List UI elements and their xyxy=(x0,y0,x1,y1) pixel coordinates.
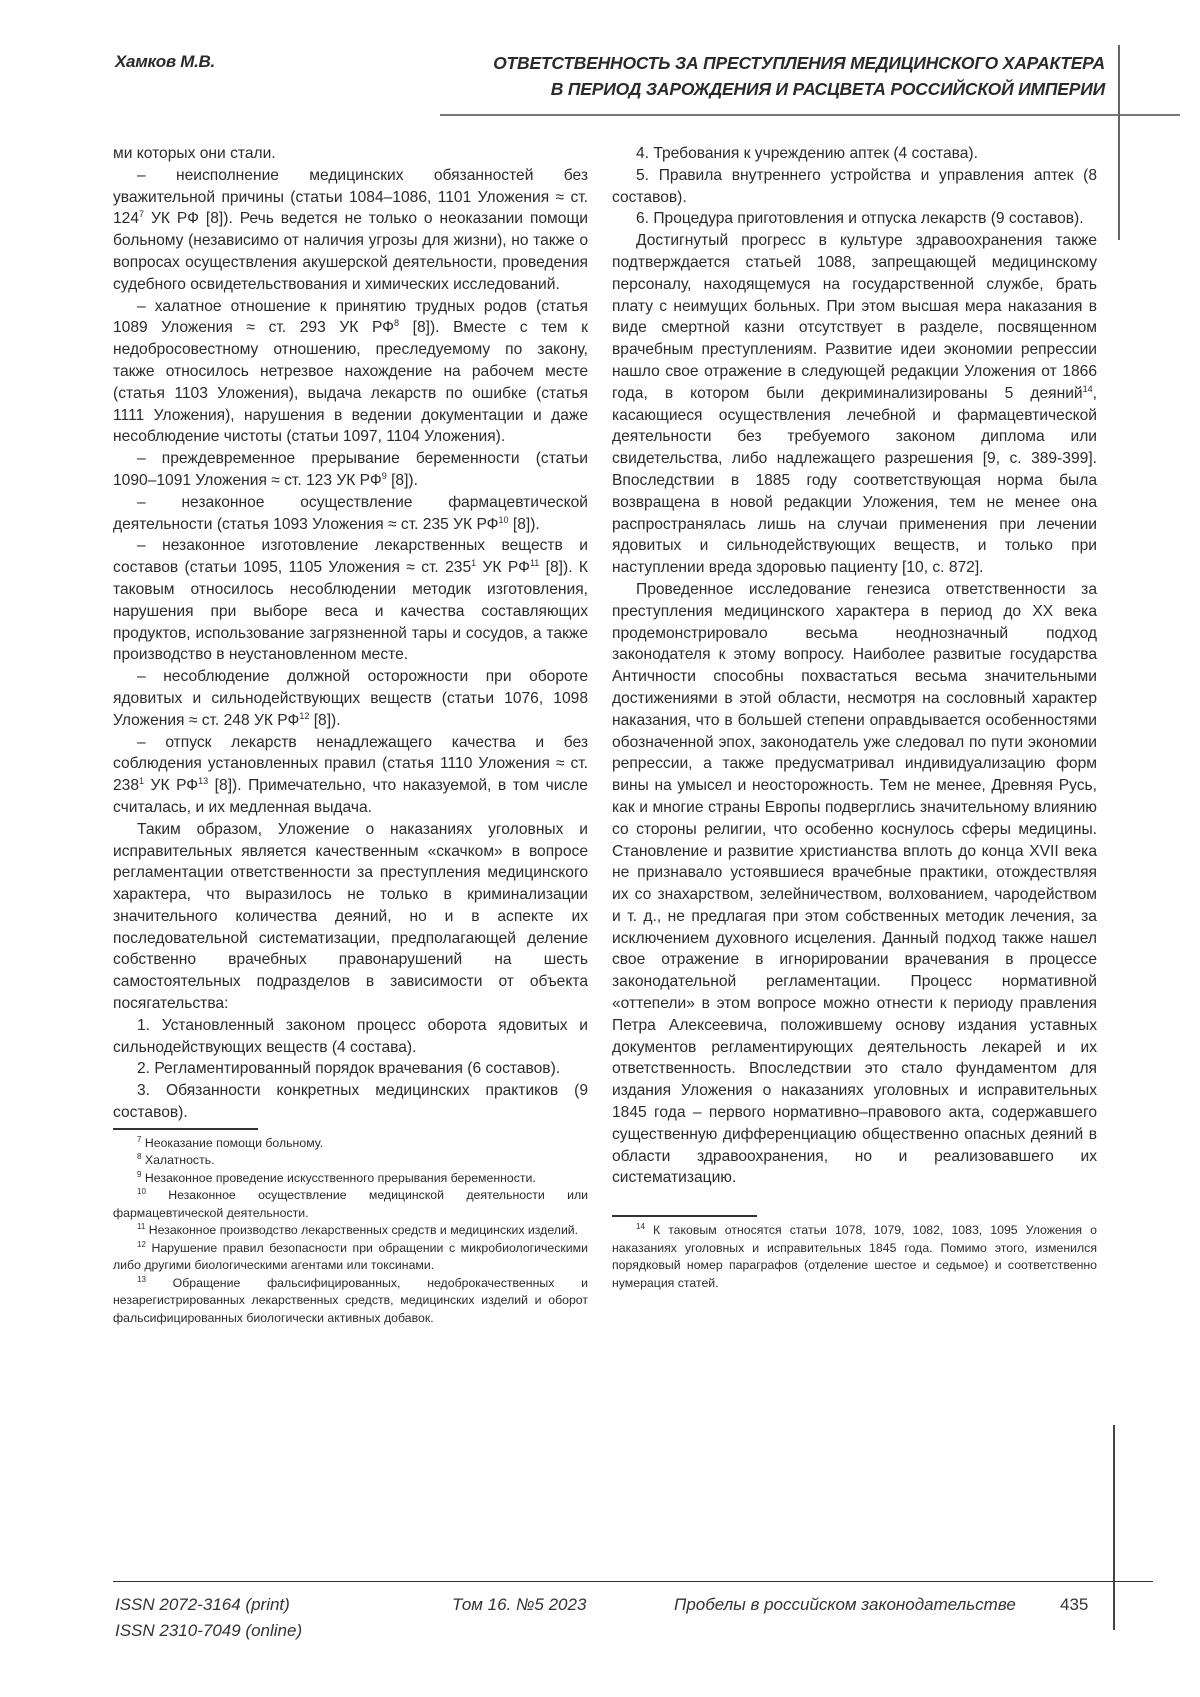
footnote-number: 14 xyxy=(636,1222,645,1232)
footnote-ref[interactable]: 14 xyxy=(1082,383,1093,394)
crop-mark-bottom xyxy=(1113,1425,1115,1630)
issn-online: ISSN 2310-7049 (online) xyxy=(115,1621,303,1640)
footnote: $^8$ Халатность. xyxy=(137,1152,215,1168)
paragraph: 5. Правила внутреннего устройства и управления аптек (8 составов). xyxy=(612,166,1097,206)
footnote: $^{14}$ К таковым относятся статьи 1078, 1079, 1082, 1083, 1095 Уложения о наказаниях уголовных и исправительных 1845 года. Помимо этого, изменился порядковый номер параграфов (отделение шестое и седьмое) и соответственно нумерация статей. xyxy=(612,1222,1097,1290)
paragraph: 4. Требования к учреждению аптек (4 состава). xyxy=(636,145,978,162)
paragraph: 3. Обязанности конкретных медицинских практиков (9 составов). xyxy=(113,1082,588,1122)
footnote-ref[interactable]: 8 xyxy=(394,318,400,329)
footnote-number: 8 xyxy=(137,1152,142,1162)
paragraph: – несоблюдение должной осторожности при обороте ядовитых и сильнодействующих веществ (статьи 1076, 1098 Уложения ≈ ст. 248 УК РФ$^{12}$ [8]). xyxy=(113,668,588,729)
crop-mark-top xyxy=(1118,45,1120,240)
footnote-ref[interactable]: 11 xyxy=(529,558,540,569)
footnote-separator xyxy=(612,1215,757,1217)
footnote: $^9$ Незаконное проведение искусственного прерывания беременности. xyxy=(137,1169,536,1185)
header-rule xyxy=(440,114,1180,116)
footnote-number: 11 xyxy=(137,1222,146,1232)
footnote: $^{12}$ Нарушение правил безопасности при обращении с микробиологическими либо другими биологическими агентами или токсинами. xyxy=(113,1239,588,1273)
running-header-author: Хамков М.В. xyxy=(115,52,215,71)
paragraph: – отпуск лекарств ненадлежащего качества и без соблюдения установленных правил (статья 1110 Уложения ≈ ст. $238^1$ УК РФ$^{13}$ [8]). Примечательно, что наказуемой, в том числе считалась, и их медленная выдача. xyxy=(113,733,588,816)
issn-print: ISSN 2072-3164 (print) xyxy=(115,1595,290,1614)
footnote-number: 10 xyxy=(137,1187,146,1197)
paragraph: 2. Регламентированный порядок врачевания (6 составов). xyxy=(137,1060,561,1078)
footnote-number: 12 xyxy=(137,1239,146,1249)
paragraph: – халатное отношение к принятию трудных родов (статья 1089 Уложения ≈ ст. 293 УК $РФ^8$ [8]). Вместе с тем к недобросовестному отношению, преследуемому по закону, также относилось нетрезвое нахождение на рабочем месте (статья 1103 Уложения), выдача лекарств по ошибке (статья 1111 Уложения), нарушения в ведении документации и даже несоблюдение чистоты (статьи 1097, 1104 Уложения). xyxy=(113,297,588,446)
footnote-ref[interactable]: 1 xyxy=(471,558,477,569)
footnote: $^7$ Неоказание помощи больному. xyxy=(137,1134,324,1150)
paragraph: 1. Установленный законом процесс оборота ядовитых и сильнодействующих веществ (4 состава). xyxy=(113,1016,588,1056)
footnote-ref[interactable]: 12 xyxy=(299,710,310,721)
footnote: $^{11}$ Незаконное производство лекарственных средств и медицинских изделий. xyxy=(137,1222,579,1238)
footer-rule xyxy=(113,1581,1153,1582)
footnote-ref[interactable]: 9 xyxy=(381,470,387,481)
footnote: $^{13}$ Обращение фальсифицированных, недоброкачественных и незарегистрированных лекарственных средств, медицинских изделий и оборот фальсифицированных биологически активных добавок. xyxy=(113,1274,588,1325)
footnote-number: 7 xyxy=(137,1134,142,1144)
right-body xyxy=(612,143,1097,1189)
right-footnotes xyxy=(612,1222,1097,1292)
footnote-ref[interactable]: 10 xyxy=(498,514,509,525)
footnote-separator xyxy=(113,1128,258,1130)
paragraph: Достигнутый прогресс в культуре здравоохранения также подтверждается статьей 1088, запрещающей медицинскому персоналу, находящемуся на государственной службе, брать плату с неимущих больных. При этом высшая мера наказания в виде смертной казни отсутствует в разделе, посвященном врачебным преступлениям. Развитие идеи экономии репрессии нашло свое отражение в следующей редакции Уложения от 1866 года, в котором были декриминализированы 5 деяний$^{14}$, касающиеся осуществления лечебной и фармацевтической деятельности без требуемого законом диплома или свидетельства, либо надлежащего разрешения [9, с. 389-399]. Впоследствии в 1885 году соответствующая норма была возвращена в новой редакции Уложения, тем не менее она распространялась лишь на случаи применения при лечении ядовитых и сильнодействующих веществ, и только при наступлении вреда здоровью пациенту [10, с. 872]. xyxy=(612,232,1097,577)
paragraph: – незаконное изготовление лекарственных веществ и составов (статьи 1095, 1105 Уложения ≈ ст. $235^1$ УК РФ$^{11}$ [8]). К таковым относилось несоблюдении методик изготовления, нарушения при выборе веса и качества составляющих продуктов, использование загрязненной тары и сосудов, а также производство в неустановленном месте. xyxy=(113,537,588,664)
footnote-number: 13 xyxy=(137,1274,146,1284)
running-header-title-line2: В ПЕРИОД ЗАРОЖДЕНИЯ И РАСЦВЕТА РОССИЙСКОЙ ИМПЕРИИ xyxy=(550,79,1105,99)
running-header-title-line1: ОТВЕТСТВЕННОСТЬ ЗА ПРЕСТУПЛЕНИЯ МЕДИЦИНСКОГО ХАРАКТЕРА xyxy=(493,53,1105,73)
left-column xyxy=(113,143,588,1327)
left-footnotes xyxy=(113,1135,588,1328)
paragraph: – незаконное осуществление фармацевтической деятельности (статья 1093 Уложения ≈ ст. 235 УК РФ$^{10}$ [8]). xyxy=(113,493,588,533)
footer-journal-name: Пробелы в российском законодательстве xyxy=(674,1595,1016,1614)
footnote-ref[interactable]: 13 xyxy=(198,776,209,787)
footnote-ref[interactable]: 1 xyxy=(139,776,145,787)
paragraph: ми которых они стали. xyxy=(113,145,276,162)
footnote-number: 9 xyxy=(137,1169,142,1179)
paragraph: – неисполнение медицинских обязанностей без уважительной причины (статьи 1084–1086, 1101 Уложения ≈ ст. $124^7$ УК РФ [8]). Речь ведется не только о неоказании помощи больному (независимо от наличия угрозы для жизни), но также о вопросах осуществления акушерской деятельности, проведения судебного освидетельствования и химических исследований. xyxy=(113,166,588,293)
footer-issn xyxy=(115,1592,302,1644)
paragraph: Таким образом, Уложение о наказаниях уголовных и исправительных является качественным «скачком» в вопросе регламентации ответственности за преступления медицинского характера, что выразилось не только в криминализации значительного количества деяний, но и в аспекте их последовательной систематизации, предполагающей деление собственно врачебных правонарушений на шесть самостоятельных подразделов в зависимости от объекта посягательства: xyxy=(113,820,588,1013)
footnote: $^{10}$ Незаконное осуществление медицинской деятельности или фармацевтической деятельности. xyxy=(113,1187,588,1220)
page-number: 435 xyxy=(1060,1595,1089,1614)
paragraph: – преждевременное прерывание беременности (статьи 1090–1091 Уложения ≈ ст. 123 УК $РФ^9$ [8]). xyxy=(113,450,588,489)
running-header-title xyxy=(493,50,1105,102)
right-column xyxy=(612,143,1097,1292)
footnote-ref[interactable]: 7 xyxy=(139,209,145,220)
paragraph: 6. Процедура приготовления и отпуска лекарств (9 составов). xyxy=(636,210,1084,228)
paragraph: Проведенное исследование генезиса ответственности за преступления медицинского характера в период до XX века продемонстрировало весьма неоднозначный подход законодателя к этому вопросу. Наиболее развитые государства Античности способны похвастаться весьма значительными достижениями в этой области, несмотря на сословный характер наказания, что в большей степени оправдывается особенностями обозначенной эпох, законодатель уже следовал по пути экономии репрессии, а также предусматривал индивидуализацию форм вины на умысел и неосторожность. Тем не менее, Древняя Русь, как и многие страны Европы подверглись значительному влиянию со стороны религии, что особенно коснулось сферы медицины. Становление и развитие христианства вплоть до конца XVII века не признавало устоявшиеся врачебные практики, отождествляя их со знахарством, зелейничеством, волхованием, чародейством и т. д., не предлагая при этом собственных методик лечения, за исключением духовного исцеления. Данный подход также нашел свое отражение в игнорировании врачевания в процессе законодательной регламентации. Процесс нормативной «оттепели» в этом вопросе можно отнести к периоду правления Петра Алексеевича, положившему основу издания уставных документов регламентирующих деятельность лекарей и их ответственность. Впоследствии это стало фундаментом для издания Уложения о наказаниях уголовных и исправительных 1845 года – первого нормативно–правового акта, содержавшего существенную дифференциацию общественно опасных деяний в области здравоохранения, но и реализовавшего их систематизацию. xyxy=(612,580,1097,1187)
left-body xyxy=(113,143,588,1124)
footer-volume: Том 16. №5 2023 xyxy=(452,1595,587,1614)
